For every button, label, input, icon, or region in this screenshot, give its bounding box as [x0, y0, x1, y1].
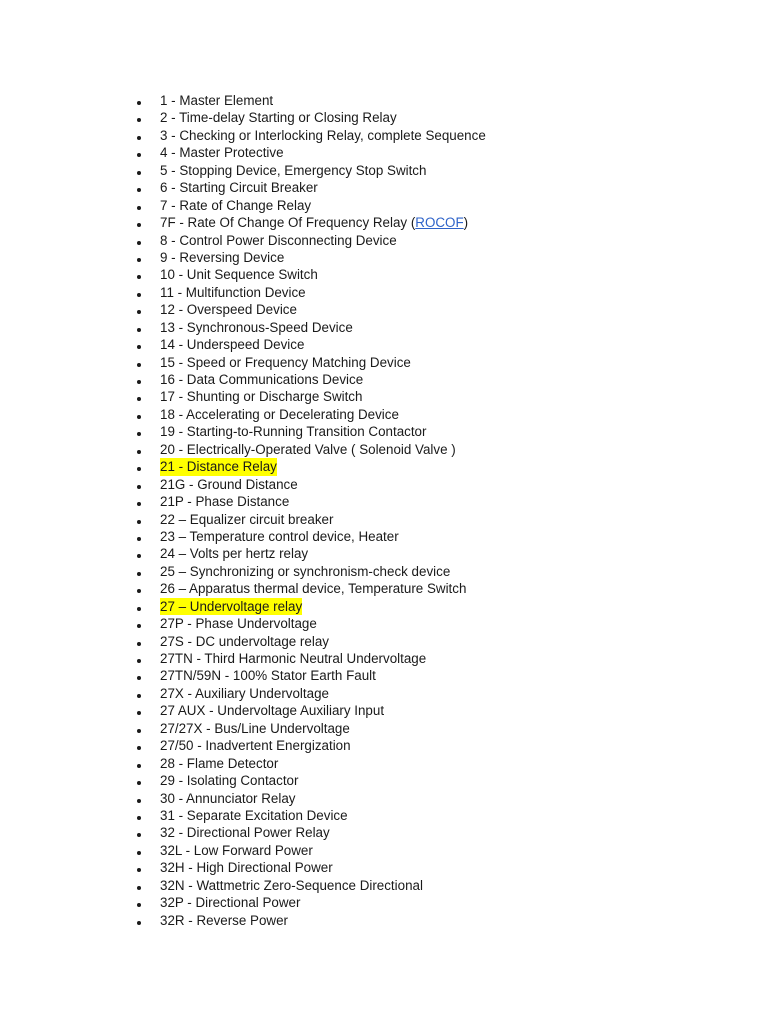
- list-item-label: 10 - Unit Sequence Switch: [160, 267, 318, 283]
- list-item-label: 2 - Time-delay Starting or Closing Relay: [160, 110, 397, 126]
- list-item: [134, 685, 486, 702]
- list-item-label: 20 - Electrically-Operated Valve ( Solenoid Valve ): [160, 441, 456, 457]
- list-item-label: 27TN - Third Harmonic Neutral Undervoltage: [160, 651, 427, 666]
- list-item-label: 28 - Flame Detector: [160, 755, 279, 771]
- list-item-text: [160, 650, 426, 667]
- list-item-text: [160, 92, 273, 109]
- list-item: [134, 284, 486, 301]
- list-item-text: [160, 720, 350, 737]
- list-item-text: [160, 144, 284, 161]
- list-item-label: 32R - Reverse Power: [160, 912, 289, 928]
- list-item-label: 18 - Accelerating or Decelerating Device: [160, 406, 399, 422]
- list-item-label: 11 - Multifunction Device: [160, 284, 306, 300]
- list-item: [134, 511, 486, 528]
- list-item-text: [160, 894, 300, 911]
- list-item: [134, 388, 486, 405]
- list-item-label: 9 - Reversing Device: [160, 249, 285, 265]
- list-item: [134, 633, 486, 650]
- list-item-label: 4 - Master Protective: [160, 145, 284, 161]
- list-item: [134, 580, 486, 597]
- list-item-label: 27X - Auxiliary Undervoltage: [160, 685, 329, 701]
- list-item-label: 27/50 - Inadvertent Energization: [160, 738, 351, 754]
- list-item-label: 27/27X - Bus/Line Undervoltage: [160, 720, 350, 736]
- list-item-label: 7 - Rate of Change Relay: [160, 197, 312, 213]
- list-item-text: [160, 266, 318, 283]
- list-item-label: 8 - Control Power Disconnecting Device: [160, 232, 397, 248]
- list-item-text: [160, 441, 456, 458]
- list-item-label: 30 - Annunciator Relay: [160, 790, 296, 806]
- list-item: [134, 755, 486, 772]
- list-item-highlighted: [134, 598, 486, 615]
- list-item-label: 7F - Rate Of Change Of Frequency Relay (: [160, 215, 416, 231]
- list-item-label: 17 - Shunting or Discharge Switch: [160, 389, 363, 405]
- list-item: [134, 144, 486, 161]
- list-item-text: [160, 702, 384, 719]
- list-item-label: 3 - Checking or Interlocking Relay, complete Sequence: [160, 127, 486, 143]
- list-item: [134, 179, 486, 196]
- list-item-text: [160, 563, 450, 580]
- list-item-label: 21 - Distance Relay: [160, 459, 277, 475]
- list-item-text: [160, 859, 333, 876]
- list-item-text: [160, 580, 466, 597]
- list-item: [134, 301, 486, 318]
- list-item-text: [160, 737, 351, 754]
- list-item: [134, 249, 486, 266]
- list-item-text: [160, 406, 399, 423]
- list-item: [134, 737, 486, 754]
- list-item: [134, 232, 486, 249]
- list-item-label: 24 – Volts per hertz relay: [160, 546, 309, 562]
- list-item-text: [160, 284, 306, 301]
- list-item: [134, 912, 486, 929]
- list-item: [134, 423, 486, 440]
- list-item: [134, 162, 486, 179]
- list-item: [134, 441, 486, 458]
- list-item-text: [160, 493, 289, 510]
- list-item-text: [160, 214, 468, 231]
- list-item-text: [160, 790, 295, 807]
- list-item: [134, 476, 486, 493]
- list-item-label: 12 - Overspeed Device: [160, 302, 297, 318]
- list-item-label: 22 – Equalizer circuit breaker: [160, 511, 334, 527]
- list-item-text: [160, 807, 348, 824]
- list-item-text: [160, 319, 353, 336]
- list-item-text: [160, 685, 329, 702]
- list-item: [134, 877, 486, 894]
- list-item-text: [160, 232, 397, 249]
- list-item-text: [160, 249, 284, 266]
- list-item: [134, 824, 486, 841]
- list-item: [134, 772, 486, 789]
- list-item-text: [160, 301, 297, 318]
- list-item-label: 32N - Wattmetric Zero-Sequence Directional: [160, 877, 423, 893]
- list-item-label: 27S - DC undervoltage relay: [160, 633, 329, 649]
- list-item: [134, 720, 486, 737]
- list-item-text: [160, 511, 333, 528]
- list-item-label: 32P - Directional Power: [160, 895, 301, 911]
- list-item: [134, 650, 486, 667]
- list-item-label: 23 – Temperature control device, Heater: [160, 528, 399, 544]
- list-item-text: [160, 423, 426, 440]
- list-item: [134, 197, 486, 214]
- list-item: [134, 266, 486, 283]
- list-item: [134, 493, 486, 510]
- list-item-label: 6 - Starting Circuit Breaker: [160, 180, 318, 196]
- list-item-text: [160, 127, 486, 144]
- list-item-suffix: ): [463, 215, 469, 231]
- list-item-text: [160, 877, 423, 894]
- list-item: [134, 563, 486, 580]
- list-item-label: 27P - Phase Undervoltage: [160, 616, 317, 632]
- list-item-text: [160, 476, 298, 493]
- list-item-text: [160, 458, 277, 475]
- list-item-text: [160, 162, 426, 179]
- list-item-text: [160, 109, 397, 126]
- list-item-label: 21P - Phase Distance: [160, 494, 290, 510]
- list-item-label: 13 - Synchronous-Speed Device: [160, 319, 353, 335]
- list-item: [134, 842, 486, 859]
- list-item-text: [160, 912, 288, 929]
- list-item: [134, 528, 486, 545]
- list-item: [134, 545, 486, 562]
- list-item: [134, 807, 486, 824]
- list-item-text: [160, 598, 302, 615]
- list-item: [134, 92, 486, 109]
- list-item: [134, 336, 486, 353]
- list-item-text: [160, 755, 278, 772]
- list-item-text: [160, 371, 363, 388]
- list-item: [134, 615, 486, 632]
- list-item-text: [160, 528, 399, 545]
- list-item-label: 29 - Isolating Contactor: [160, 773, 299, 789]
- list-item-label: 14 - Underspeed Device: [160, 337, 305, 353]
- list-item: [134, 790, 486, 807]
- list-item-highlighted: [134, 458, 486, 475]
- list-item-text: [160, 179, 318, 196]
- list-item-label: 31 - Separate Excitation Device: [160, 807, 348, 823]
- list-item-label: 32H - High Directional Power: [160, 860, 333, 876]
- list-item: [134, 859, 486, 876]
- list-item-label: 27 – Undervoltage relay: [160, 598, 303, 614]
- list-item: [134, 894, 486, 911]
- list-item-text: [160, 615, 317, 632]
- list-item-text: [160, 633, 329, 650]
- list-item: [134, 214, 486, 231]
- list-item-label: 32 - Directional Power Relay: [160, 825, 330, 841]
- list-item-text: [160, 667, 376, 684]
- list-item-label: 32L - Low Forward Power: [160, 842, 313, 858]
- list-item: [134, 667, 486, 684]
- list-item: [134, 354, 486, 371]
- list-item-label: 19 - Starting-to-Running Transition Contactor: [160, 424, 427, 440]
- list-item: [134, 127, 486, 144]
- list-item-text: [160, 354, 411, 371]
- list-item: [134, 371, 486, 388]
- list-item-text: [160, 824, 330, 841]
- list-item-label: 27TN/59N - 100% Stator Earth Fault: [160, 668, 376, 684]
- list-item-label: 16 - Data Communications Device: [160, 372, 364, 387]
- list-item-label: 1 - Master Element: [160, 93, 274, 108]
- list-item-text: [160, 772, 298, 789]
- list-item-label: 27 AUX - Undervoltage Auxiliary Input: [160, 703, 385, 719]
- list-item-label: 25 – Synchronizing or synchronism-check device: [160, 563, 451, 579]
- list-item-label: 15 - Speed or Frequency Matching Device: [160, 354, 411, 370]
- list-item-label: 21G - Ground Distance: [160, 476, 298, 492]
- device-number-list: [134, 92, 486, 929]
- list-item-text: [160, 388, 362, 405]
- list-item: [134, 319, 486, 336]
- list-item-label: 26 – Apparatus thermal device, Temperature Switch: [160, 581, 467, 597]
- list-item: [134, 702, 486, 719]
- list-item-text: [160, 545, 308, 562]
- list-item: [134, 406, 486, 423]
- list-item-text: [160, 336, 304, 353]
- list-item-label: 5 - Stopping Device, Emergency Stop Switch: [160, 162, 427, 178]
- list-item: [134, 109, 486, 126]
- list-item-text: [160, 197, 311, 214]
- list-item-text: [160, 842, 313, 859]
- rocof-link[interactable]: ROCOF: [415, 215, 464, 231]
